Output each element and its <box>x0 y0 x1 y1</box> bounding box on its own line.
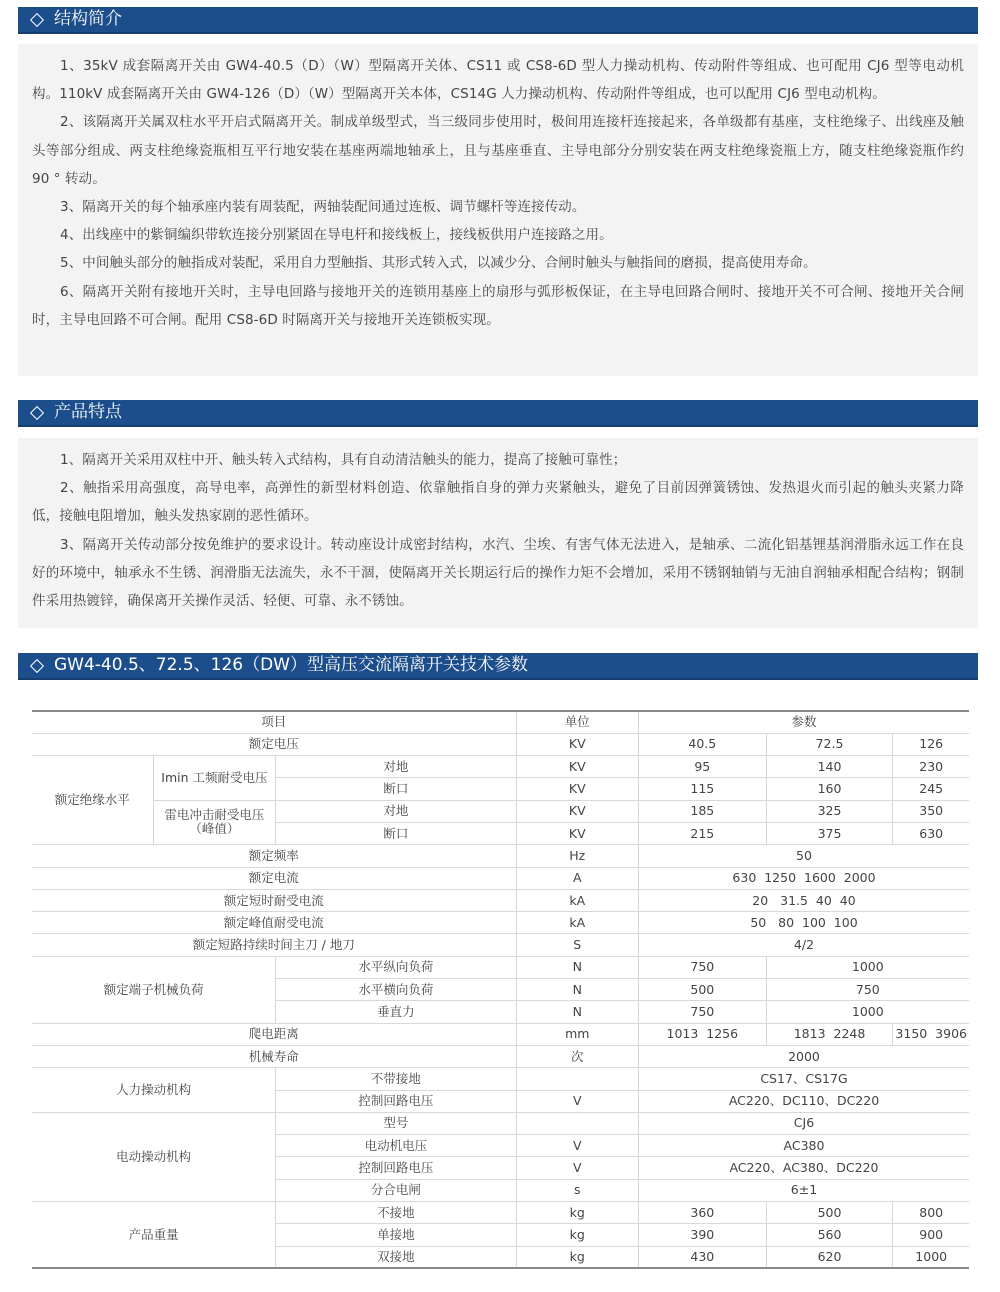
cell: AC380 <box>638 1135 969 1157</box>
cell: 350 <box>893 800 969 822</box>
paragraph: 6、隔离开关附有接地开关时，主导电回路与接地开关的连锁用基座上的扇形与弧形板保证，在主导电回路合闸时、接地开关不可合闸、接地开关合闸时，主导电回路不可合闸。配用 CS8-6D 时隔离开关与接地开关连锁板实现。 <box>32 283 964 328</box>
subgroup-label: 雷电冲击耐受电压（峰值） <box>153 800 276 845</box>
group-label: 额定端子机械负荷 <box>32 956 276 1023</box>
cell: 750 <box>638 1001 766 1023</box>
cell: 325 <box>766 800 893 822</box>
cell: 185 <box>638 800 766 822</box>
row-unit <box>516 1068 638 1090</box>
table-row <box>32 867 969 889</box>
paragraph: 1、35kV 成套隔离开关由 GW4-40.5（D）（W）型隔离开关体、CS11 或 CS8-6D 型人力操动机构、传动附件等组成、也可配用 CJ6 型等电动机构。110kV 成套隔离开关由 GW4-126（D）（W）型隔离开关本体，CS14G 人力操动机构、传动附件等组成，也可以配用 CJ6 型电动机构。 <box>32 58 964 103</box>
cell: 160 <box>766 778 893 800</box>
row-unit: V <box>516 1090 638 1112</box>
row-unit: N <box>516 979 638 1001</box>
cell: 1000 <box>893 1246 969 1268</box>
cell: 4/2 <box>638 934 969 956</box>
row-label: 额定电压 <box>32 733 516 755</box>
paragraph: 3、隔离开关传动部分按免维护的要求设计。转动座设计成密封结构，水汽、尘埃、有害气体无法进入，是轴承、二流化铝基锂基润滑脂永远工作在良好的环境中，轴承永不生锈、润滑脂无法流失，永不干涸，使隔离开关长期运行后的操作力矩不会增加，采用不锈钢轴销与无油自润轴承相配合结构；钢制件采用热镀锌，确保离开关操作灵活、轻便、可靠、永不锈蚀。 <box>32 536 964 610</box>
paragraph: 5、中间触头部分的触指成对装配，采用自力型触指、其形式转入式，以减少分、合闸时触头与触指间的磨损，提高使用寿命。 <box>60 255 817 272</box>
cell: 1000 <box>766 956 969 978</box>
table-row <box>32 956 969 978</box>
cell: 3150 3906 <box>893 1023 969 1045</box>
row-label: 单接地 <box>276 1224 516 1246</box>
row-label: 断口 <box>276 778 516 800</box>
cell: 750 <box>766 979 969 1001</box>
table-row <box>32 912 969 934</box>
section-header-features <box>18 400 978 427</box>
spec-table <box>32 710 969 1269</box>
cell: CJ6 <box>638 1112 969 1134</box>
row-unit: S <box>516 934 638 956</box>
cell: 560 <box>766 1224 893 1246</box>
table-row <box>32 1068 969 1090</box>
group-label: 额定绝缘水平 <box>32 756 153 845</box>
row-unit <box>516 1112 638 1134</box>
cell: 115 <box>638 778 766 800</box>
row-unit: A <box>516 867 638 889</box>
cell: 72.5 <box>766 733 893 755</box>
cell: 630 1250 1600 2000 <box>638 867 969 889</box>
row-unit: V <box>516 1135 638 1157</box>
structure-panel <box>18 44 978 376</box>
row-label: 额定短时耐受电流 <box>32 889 516 911</box>
row-unit: N <box>516 1001 638 1023</box>
cell: CS17、CS17G <box>638 1068 969 1090</box>
section-title: 产品特点 <box>54 402 122 422</box>
paragraph: 1、隔离开关采用双柱中开、触头转入式结构，具有自动清洁触头的能力，提高了接触可靠性； <box>60 452 627 468</box>
cell: 620 <box>766 1246 893 1268</box>
row-unit: Hz <box>516 845 638 867</box>
table-row <box>32 800 969 822</box>
row-unit: kA <box>516 912 638 934</box>
table-row <box>32 845 969 867</box>
paragraph: 3、隔离开关的每个轴承座内装有周装配，两轴装配间通过连板、调节螺杆等连接传动。 <box>60 199 586 216</box>
cell: 500 <box>638 979 766 1001</box>
cell: 126 <box>893 733 969 755</box>
row-label: 型号 <box>276 1112 516 1134</box>
diamond-icon <box>30 405 44 419</box>
row-unit: KV <box>516 733 638 755</box>
row-unit: kg <box>516 1202 638 1224</box>
table-row <box>32 1202 969 1224</box>
table-row <box>32 1112 969 1134</box>
cell: 800 <box>893 1202 969 1224</box>
row-label: 控制回路电压 <box>276 1090 516 1112</box>
cell: 6±1 <box>638 1179 969 1201</box>
row-unit: kg <box>516 1224 638 1246</box>
cell: 230 <box>893 756 969 778</box>
diamond-icon <box>30 12 44 26</box>
table-row <box>32 733 969 755</box>
row-label: 垂直力 <box>276 1001 516 1023</box>
group-label: 人力操动机构 <box>32 1068 276 1113</box>
row-label: 电动机电压 <box>276 1135 516 1157</box>
section-header-specs <box>18 653 978 680</box>
cell: 360 <box>638 1202 766 1224</box>
cell: 50 <box>638 845 969 867</box>
row-label: 额定峰值耐受电流 <box>32 912 516 934</box>
cell: AC220、DC110、DC220 <box>638 1090 969 1112</box>
table-row <box>32 889 969 911</box>
table-row <box>32 1023 969 1045</box>
row-label: 分合电闸 <box>276 1179 516 1201</box>
cell: 500 <box>766 1202 893 1224</box>
cell: AC220、AC380、DC220 <box>638 1157 969 1179</box>
section-title: GW4-40.5、72.5、126（DW）型高压交流隔离开关技术参数 <box>54 655 528 675</box>
cell: 20 31.5 40 40 <box>638 889 969 911</box>
cell: 430 <box>638 1246 766 1268</box>
header-item: 项目 <box>32 711 516 733</box>
features-panel <box>18 438 978 628</box>
row-unit: s <box>516 1179 638 1201</box>
row-unit: KV <box>516 778 638 800</box>
cell: 95 <box>638 756 766 778</box>
cell: 2000 <box>638 1045 969 1067</box>
cell: 245 <box>893 778 969 800</box>
row-unit: N <box>516 956 638 978</box>
row-unit: kA <box>516 889 638 911</box>
section-header-structure <box>18 7 978 34</box>
section-title: 结构简介 <box>54 9 122 29</box>
table-header-row <box>32 711 969 733</box>
diamond-icon <box>30 658 44 672</box>
row-unit: mm <box>516 1023 638 1045</box>
row-label: 额定电流 <box>32 867 516 889</box>
group-label: 产品重量 <box>32 1202 276 1269</box>
row-label: 额定频率 <box>32 845 516 867</box>
row-unit: KV <box>516 800 638 822</box>
row-label: 双接地 <box>276 1246 516 1268</box>
row-label: 额定短路持续时间主刀 / 地刀 <box>32 934 516 956</box>
cell: 750 <box>638 956 766 978</box>
group-label: 电动操动机构 <box>32 1112 276 1201</box>
header-param: 参数 <box>638 711 969 733</box>
table-row <box>32 756 969 778</box>
row-label: 对地 <box>276 800 516 822</box>
cell: 900 <box>893 1224 969 1246</box>
row-label: 不带接地 <box>276 1068 516 1090</box>
cell: 1013 1256 <box>638 1023 766 1045</box>
subgroup-label: Imin 工频耐受电压 <box>153 756 276 801</box>
row-unit: 次 <box>516 1045 638 1067</box>
row-label: 控制回路电压 <box>276 1157 516 1179</box>
cell: 1000 <box>766 1001 969 1023</box>
row-unit: kg <box>516 1246 638 1268</box>
row-label: 不接地 <box>276 1202 516 1224</box>
row-unit: KV <box>516 756 638 778</box>
cell: 630 <box>893 822 969 844</box>
row-label: 对地 <box>276 756 516 778</box>
row-label: 水平纵向负荷 <box>276 956 516 978</box>
row-unit: KV <box>516 822 638 844</box>
paragraph: 2、触指采用高强度，高导电率，高弹性的新型材料创造、依靠触指自身的弹力夹紧触头，避免了目前因弹簧锈蚀、发热退火而引起的触头夹紧力降低，接触电阻增加，触头发热家剧的恶性循环。 <box>32 480 964 525</box>
row-label: 机械寿命 <box>32 1045 516 1067</box>
cell: 390 <box>638 1224 766 1246</box>
header-unit: 单位 <box>516 711 638 733</box>
cell: 215 <box>638 822 766 844</box>
cell: 50 80 100 100 <box>638 912 969 934</box>
cell: 40.5 <box>638 733 766 755</box>
row-label: 水平横向负荷 <box>276 979 516 1001</box>
cell: 375 <box>766 822 893 844</box>
row-unit: V <box>516 1157 638 1179</box>
cell: 1813 2248 <box>766 1023 893 1045</box>
paragraph: 2、该隔离开关属双柱水平开启式隔离开关。制成单级型式，当三级同步使用时，极间用连接杆连接起来，各单级都有基座，支柱绝缘子、出线座及触头等部分组成、两支柱绝缘瓷瓶相互平行地安装在基座两端地轴承上，且与基座垂直、主导电部分分别安装在两支柱绝缘瓷瓶上方，随支柱绝缘瓷瓶作约 90 ° 转动。 <box>32 114 964 187</box>
table-row <box>32 934 969 956</box>
row-label: 断口 <box>276 822 516 844</box>
cell: 140 <box>766 756 893 778</box>
paragraph: 4、出线座中的紫铜编织带软连接分别紧固在导电杆和接线板上，接线板供用户连接路之用。 <box>60 227 613 244</box>
row-label: 爬电距离 <box>32 1023 516 1045</box>
table-row <box>32 1045 969 1067</box>
